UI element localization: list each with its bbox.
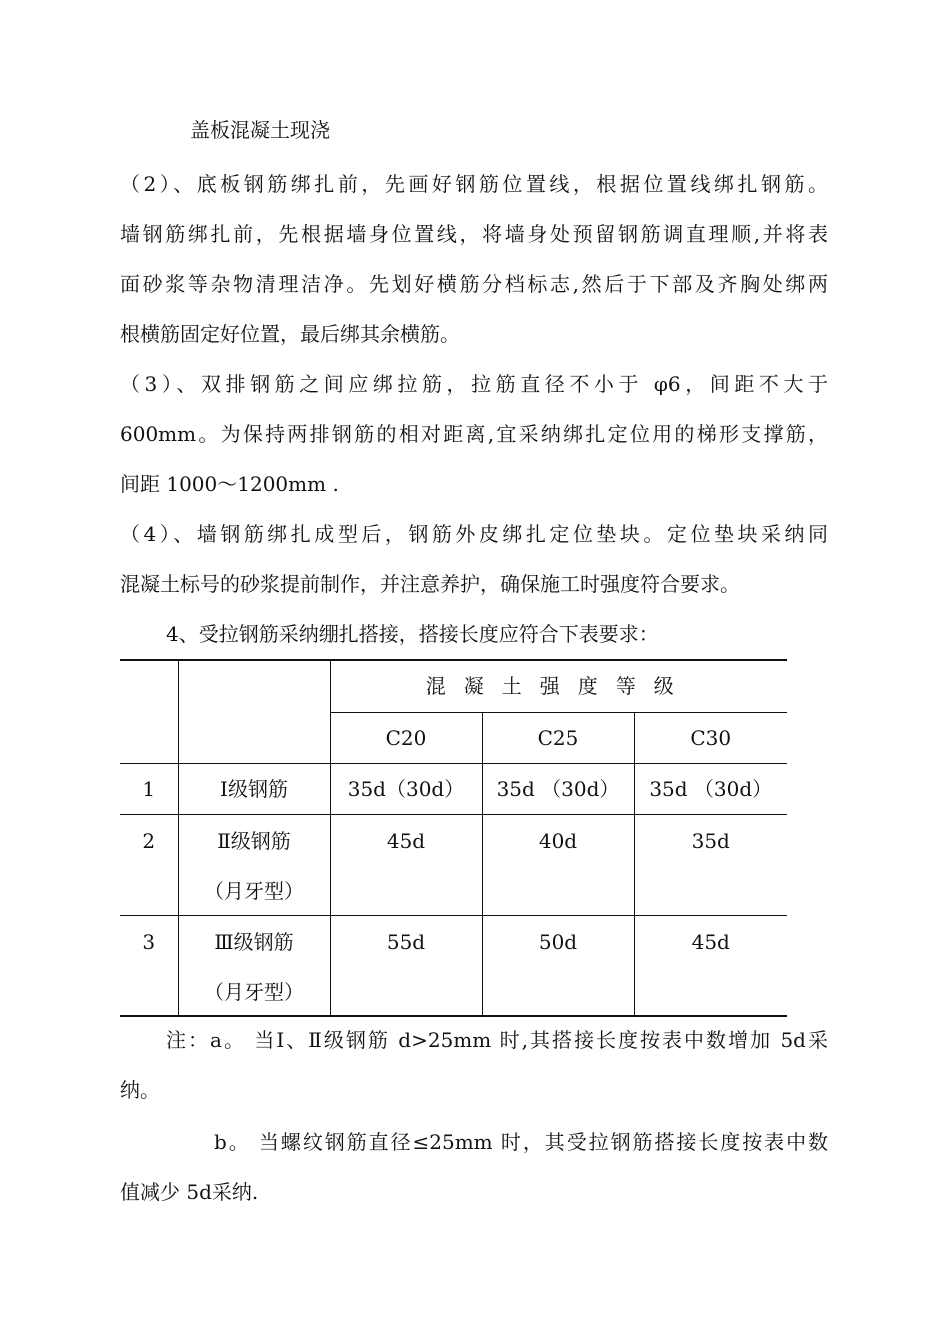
table-cell: 35d（30d） [330, 763, 482, 814]
paragraph-2-line-3: 面砂浆等杂物清理洁净。先划好横筋分档标志,然后于下部及齐胸处绑两 [120, 272, 828, 296]
header-blank-cell [178, 660, 330, 763]
rebar-type: Ⅲ级钢筋 （月牙型） [178, 915, 330, 1016]
note-b-line-2: 值减少 5d采纳. [120, 1180, 259, 1204]
lap-length-table [120, 659, 787, 1017]
rebar-type: Ⅰ级钢筋 [178, 763, 330, 814]
table-row [120, 915, 787, 1016]
paragraph-4-line-2: 混凝土标号的砂浆提前制作，并注意养护，确保施工时强度符合要求。 [120, 572, 740, 596]
header-blank-cell [120, 660, 178, 763]
row-number: 3 [120, 915, 178, 1016]
column-header: C25 [482, 712, 634, 763]
section-heading: 盖板混凝土现浇 [190, 118, 330, 142]
table-cell: 35d （30d） [482, 763, 634, 814]
paragraph-3-line-1: （3）、双排钢筋之间应绑拉筋，拉筋直径不小于 φ6，间距不大于 [120, 372, 828, 396]
column-header: C30 [634, 712, 787, 763]
paragraph-4-line-1: （4）、墙钢筋绑扎成型后，钢筋外皮绑扎定位垫块。定位垫块采纳同 [120, 522, 828, 546]
table-cell: 45d [634, 915, 787, 1016]
table-header-row [120, 660, 787, 712]
concrete-grade-header: 混凝土强度等级 [330, 660, 787, 712]
note-a-line-2: 纳。 [120, 1078, 160, 1102]
paragraph-3-line-2: 600mm。为保持两排钢筋的相对距离,宜采纳绑扎定位用的梯形支撑筋， [120, 422, 828, 446]
column-header: C20 [330, 712, 482, 763]
table-cell: 40d [482, 814, 634, 915]
table-row [120, 763, 787, 814]
table-row [120, 814, 787, 915]
table-cell: 50d [482, 915, 634, 1016]
note-a-line-1: 注：a。 当Ⅰ、Ⅱ级钢筋 d>25mm 时,其搭接长度按表中数增加 5d采 [166, 1028, 828, 1052]
paragraph-2-line-4: 根横筋固定好位置，最后绑其余横筋。 [120, 322, 460, 346]
row-number: 2 [120, 814, 178, 915]
table-cell: 45d [330, 814, 482, 915]
paragraph-3-line-3: 间距 1000～1200mm . [120, 472, 339, 496]
table-cell: 35d [634, 814, 787, 915]
table-cell: 55d [330, 915, 482, 1016]
note-b-line-1: b。 当螺纹钢筋直径≤25mm 时，其受拉钢筋搭接长度按表中数 [214, 1130, 828, 1154]
paragraph-2-line-2: 墙钢筋绑扎前，先根据墙身位置线，将墙身处预留钢筋调直理顺,并将表 [120, 222, 828, 246]
row-number: 1 [120, 763, 178, 814]
paragraph-2-line-1: （2）、底板钢筋绑扎前，先画好钢筋位置线，根据位置线绑扎钢筋。 [120, 172, 828, 196]
table-cell: 35d （30d） [634, 763, 787, 814]
item-4-text: 4、受拉钢筋采纳绷扎搭接，搭接长度应符合下表要求： [166, 622, 659, 646]
rebar-type: Ⅱ级钢筋 （月牙型） [178, 814, 330, 915]
